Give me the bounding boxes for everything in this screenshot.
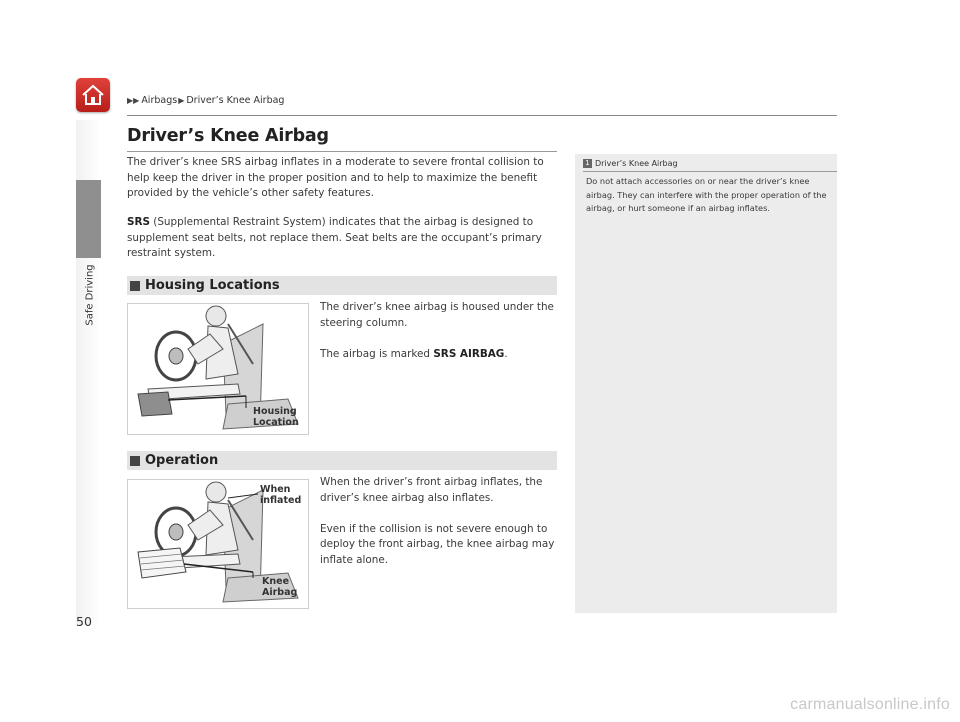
operation-heading: Operation xyxy=(145,453,219,468)
breadcrumb xyxy=(127,95,284,106)
srs-description: (Supplemental Restraint System) indicates that the airbag is designed to supplement seat belts, not replace them. Seat belts are the occupant’s primary restraint system. xyxy=(127,216,542,259)
section-header-operation xyxy=(127,451,557,470)
knee-airbag-line1: Knee xyxy=(262,576,290,587)
knee-airbag-line2: Airbag xyxy=(262,587,298,598)
operation-text xyxy=(320,475,560,584)
housing-location-callout xyxy=(253,406,299,428)
note-title xyxy=(583,159,678,168)
housing-text xyxy=(320,300,560,378)
note-divider xyxy=(583,171,837,172)
note-body: Do not attach accessories on or near the driver’s knee airbag. They can interfere with the proper operation of the airbag, or hurt someone if an airbag inflates. xyxy=(586,176,827,213)
note-panel xyxy=(575,154,837,613)
section-header-housing xyxy=(127,276,557,295)
header-divider xyxy=(127,115,837,116)
breadcrumb-item-airbags[interactable]: Airbags xyxy=(141,95,178,106)
housing-paragraph-2: The airbag is marked SRS AIRBAG. xyxy=(320,347,508,360)
section-label: Safe Driving xyxy=(84,264,96,326)
when-inflated-callout xyxy=(260,484,301,506)
housing-illustration xyxy=(127,303,309,435)
note-title-text: Driver’s Knee Airbag xyxy=(595,159,678,168)
housing-heading: Housing Locations xyxy=(145,278,280,293)
page-number: 50 xyxy=(76,614,92,629)
note-marker-icon: 1 xyxy=(583,159,592,168)
srs-airbag-mark: SRS AIRBAG xyxy=(433,347,505,360)
square-bullet-icon xyxy=(130,281,140,291)
housing-callout-line1: Housing xyxy=(253,406,297,417)
page-title: Driver’s Knee Airbag xyxy=(127,126,329,146)
triangle-right-icon: ▶ xyxy=(178,96,185,105)
square-bullet-icon xyxy=(130,456,140,466)
section-tab[interactable] xyxy=(76,180,101,258)
when-inflated-line1: When xyxy=(260,484,291,495)
title-divider xyxy=(127,151,557,152)
intro-paragraph: The driver’s knee SRS airbag inflates in a moderate to severe frontal collision to help keep the driver in the proper position and to help to maximize the benefit provided by the vehicle’s other safety features. xyxy=(127,156,544,199)
srs-paragraph xyxy=(127,215,559,262)
srs-term: SRS xyxy=(127,216,150,228)
triangle-right-icon: ▶▶ xyxy=(127,96,140,105)
when-inflated-line2: inflated xyxy=(260,495,302,506)
housing-callout-line2: Location xyxy=(253,417,299,428)
breadcrumb-item-current: Driver’s Knee Airbag xyxy=(186,95,285,106)
operation-illustration xyxy=(127,479,309,609)
home-icon xyxy=(81,83,105,107)
knee-airbag-callout xyxy=(262,576,297,598)
operation-paragraph-2: Even if the collision is not severe enough to deploy the front airbag, the knee airbag may inflate alone. xyxy=(320,522,555,566)
housing-paragraph-1: The driver’s knee airbag is housed under the steering column. xyxy=(320,301,554,329)
home-button[interactable] xyxy=(76,78,110,112)
watermark: carmanualsonline.info xyxy=(790,696,950,713)
operation-paragraph-1: When the driver’s front airbag inflates, the driver’s knee airbag also inflates. xyxy=(320,476,543,504)
